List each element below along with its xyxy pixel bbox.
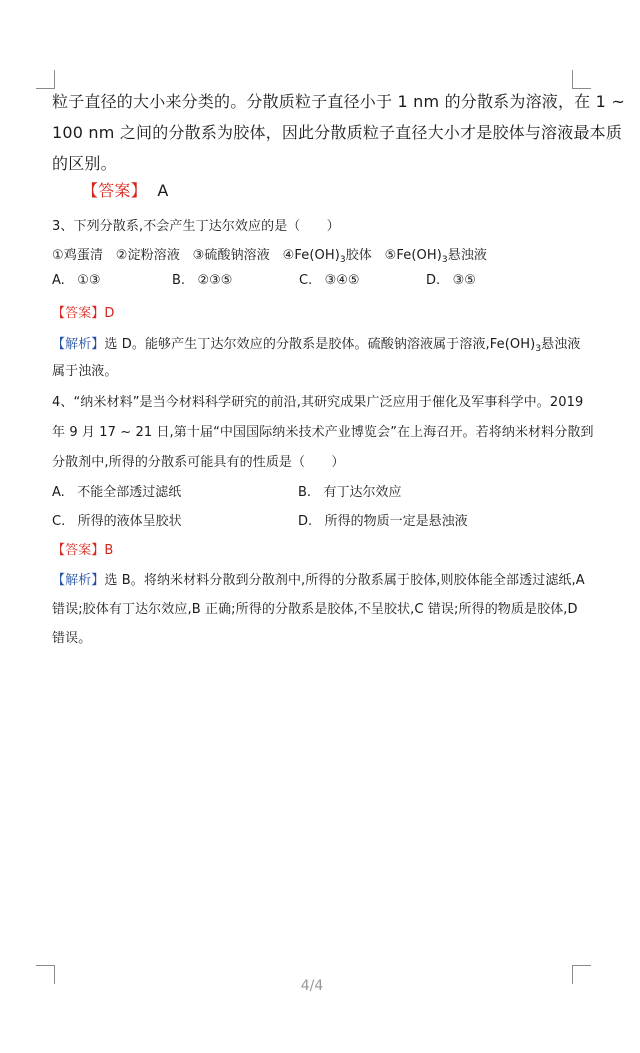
answer-label: 【答案】 (52, 306, 105, 321)
q4-option-d: D. 所得的物质一定是悬浊液 (298, 514, 468, 529)
intro-line-2: 100 nm 之间的分散系为胶体，因此分散质粒子直径大小才是胶体与溶液最本质 (52, 123, 623, 142)
q3-item-2: ②淀粉溶液 (115, 248, 180, 263)
q3-answer (52, 302, 115, 321)
q3-item-4: $④Fe(OH)_3$胶体 (282, 248, 372, 265)
q4-stem-line-2: 年 9 月 17 ~ 21 日,第十届“中国国际纳米技术产业博览会”在上海召开。若将纳米材料分散到 (52, 425, 594, 440)
q3-option-b: B. ②③⑤ (172, 273, 233, 288)
answer-value: A (157, 181, 169, 200)
intro-line-3: 的区别。 (52, 154, 117, 173)
q3-analysis-line-1: 【解析】选 D。能够产生丁达尔效应的分散系是胶体。硫酸钠溶液属于溶液$,Fe(OH)_3$悬浊液 (52, 337, 581, 354)
crop-mark-top-left (36, 70, 55, 89)
intro-answer (82, 178, 169, 201)
q3-items (52, 244, 487, 263)
q4-answer (52, 539, 113, 558)
q4-analysis-line-1: 【解析】选 B。将纳米材料分散到分散剂中,所得的分散系属于胶体,则胶体能全部透过滤纸,A (52, 573, 585, 588)
answer-label: 【答案】 (52, 543, 105, 558)
analysis-label: 【解析】 (52, 337, 105, 352)
analysis-label: 【解析】 (52, 573, 105, 588)
q4-option-c: C. 所得的液体呈胶状 (52, 514, 182, 529)
q4-stem-line-3: 分散剂中,所得的分散系可能具有的性质是（ ） (52, 455, 345, 470)
q3-item-1: ①鸡蛋清 (52, 248, 104, 263)
answer-label: 【答案】 (82, 181, 147, 200)
q4-option-a: A. 不能全部透过滤纸 (52, 485, 182, 500)
q3-item-5: $⑤Fe(OH)_3$悬浊液 (384, 248, 488, 265)
answer-value: B (104, 543, 114, 558)
q3-stem: 3、下列分散系,不会产生丁达尔效应的是（ ） (52, 219, 340, 234)
page-number: 4/4 (300, 978, 324, 994)
q4-stem-line-1: 4、“纳米材料”是当今材料科学研究的前沿,其研究成果广泛应用于催化及军事科学中。2019 (52, 395, 584, 410)
q3-item-3: ③硫酸钠溶液 (192, 248, 270, 263)
q3-option-c: C. ③④⑤ (299, 273, 360, 288)
q4-analysis-line-2: 错误;胶体有丁达尔效应,B 正确;所得的分散系是胶体,不呈胶状,C 错误;所得的物质是胶体,D (52, 602, 578, 617)
q3-analysis-line-2: 属于浊液。 (52, 364, 118, 379)
q3-option-d: D. ③⑤ (426, 273, 476, 288)
crop-mark-top-right (572, 70, 591, 89)
q3-option-a: A. ①③ (52, 273, 101, 288)
q4-analysis-line-3: 错误。 (52, 631, 92, 646)
answer-value: D (104, 306, 115, 321)
intro-line-1: 粒子直径的大小来分类的。分散质粒子直径小于 1 nm 的分散系为溶液，在 1 ~ (52, 92, 625, 111)
q4-option-b: B. 有丁达尔效应 (298, 485, 402, 500)
